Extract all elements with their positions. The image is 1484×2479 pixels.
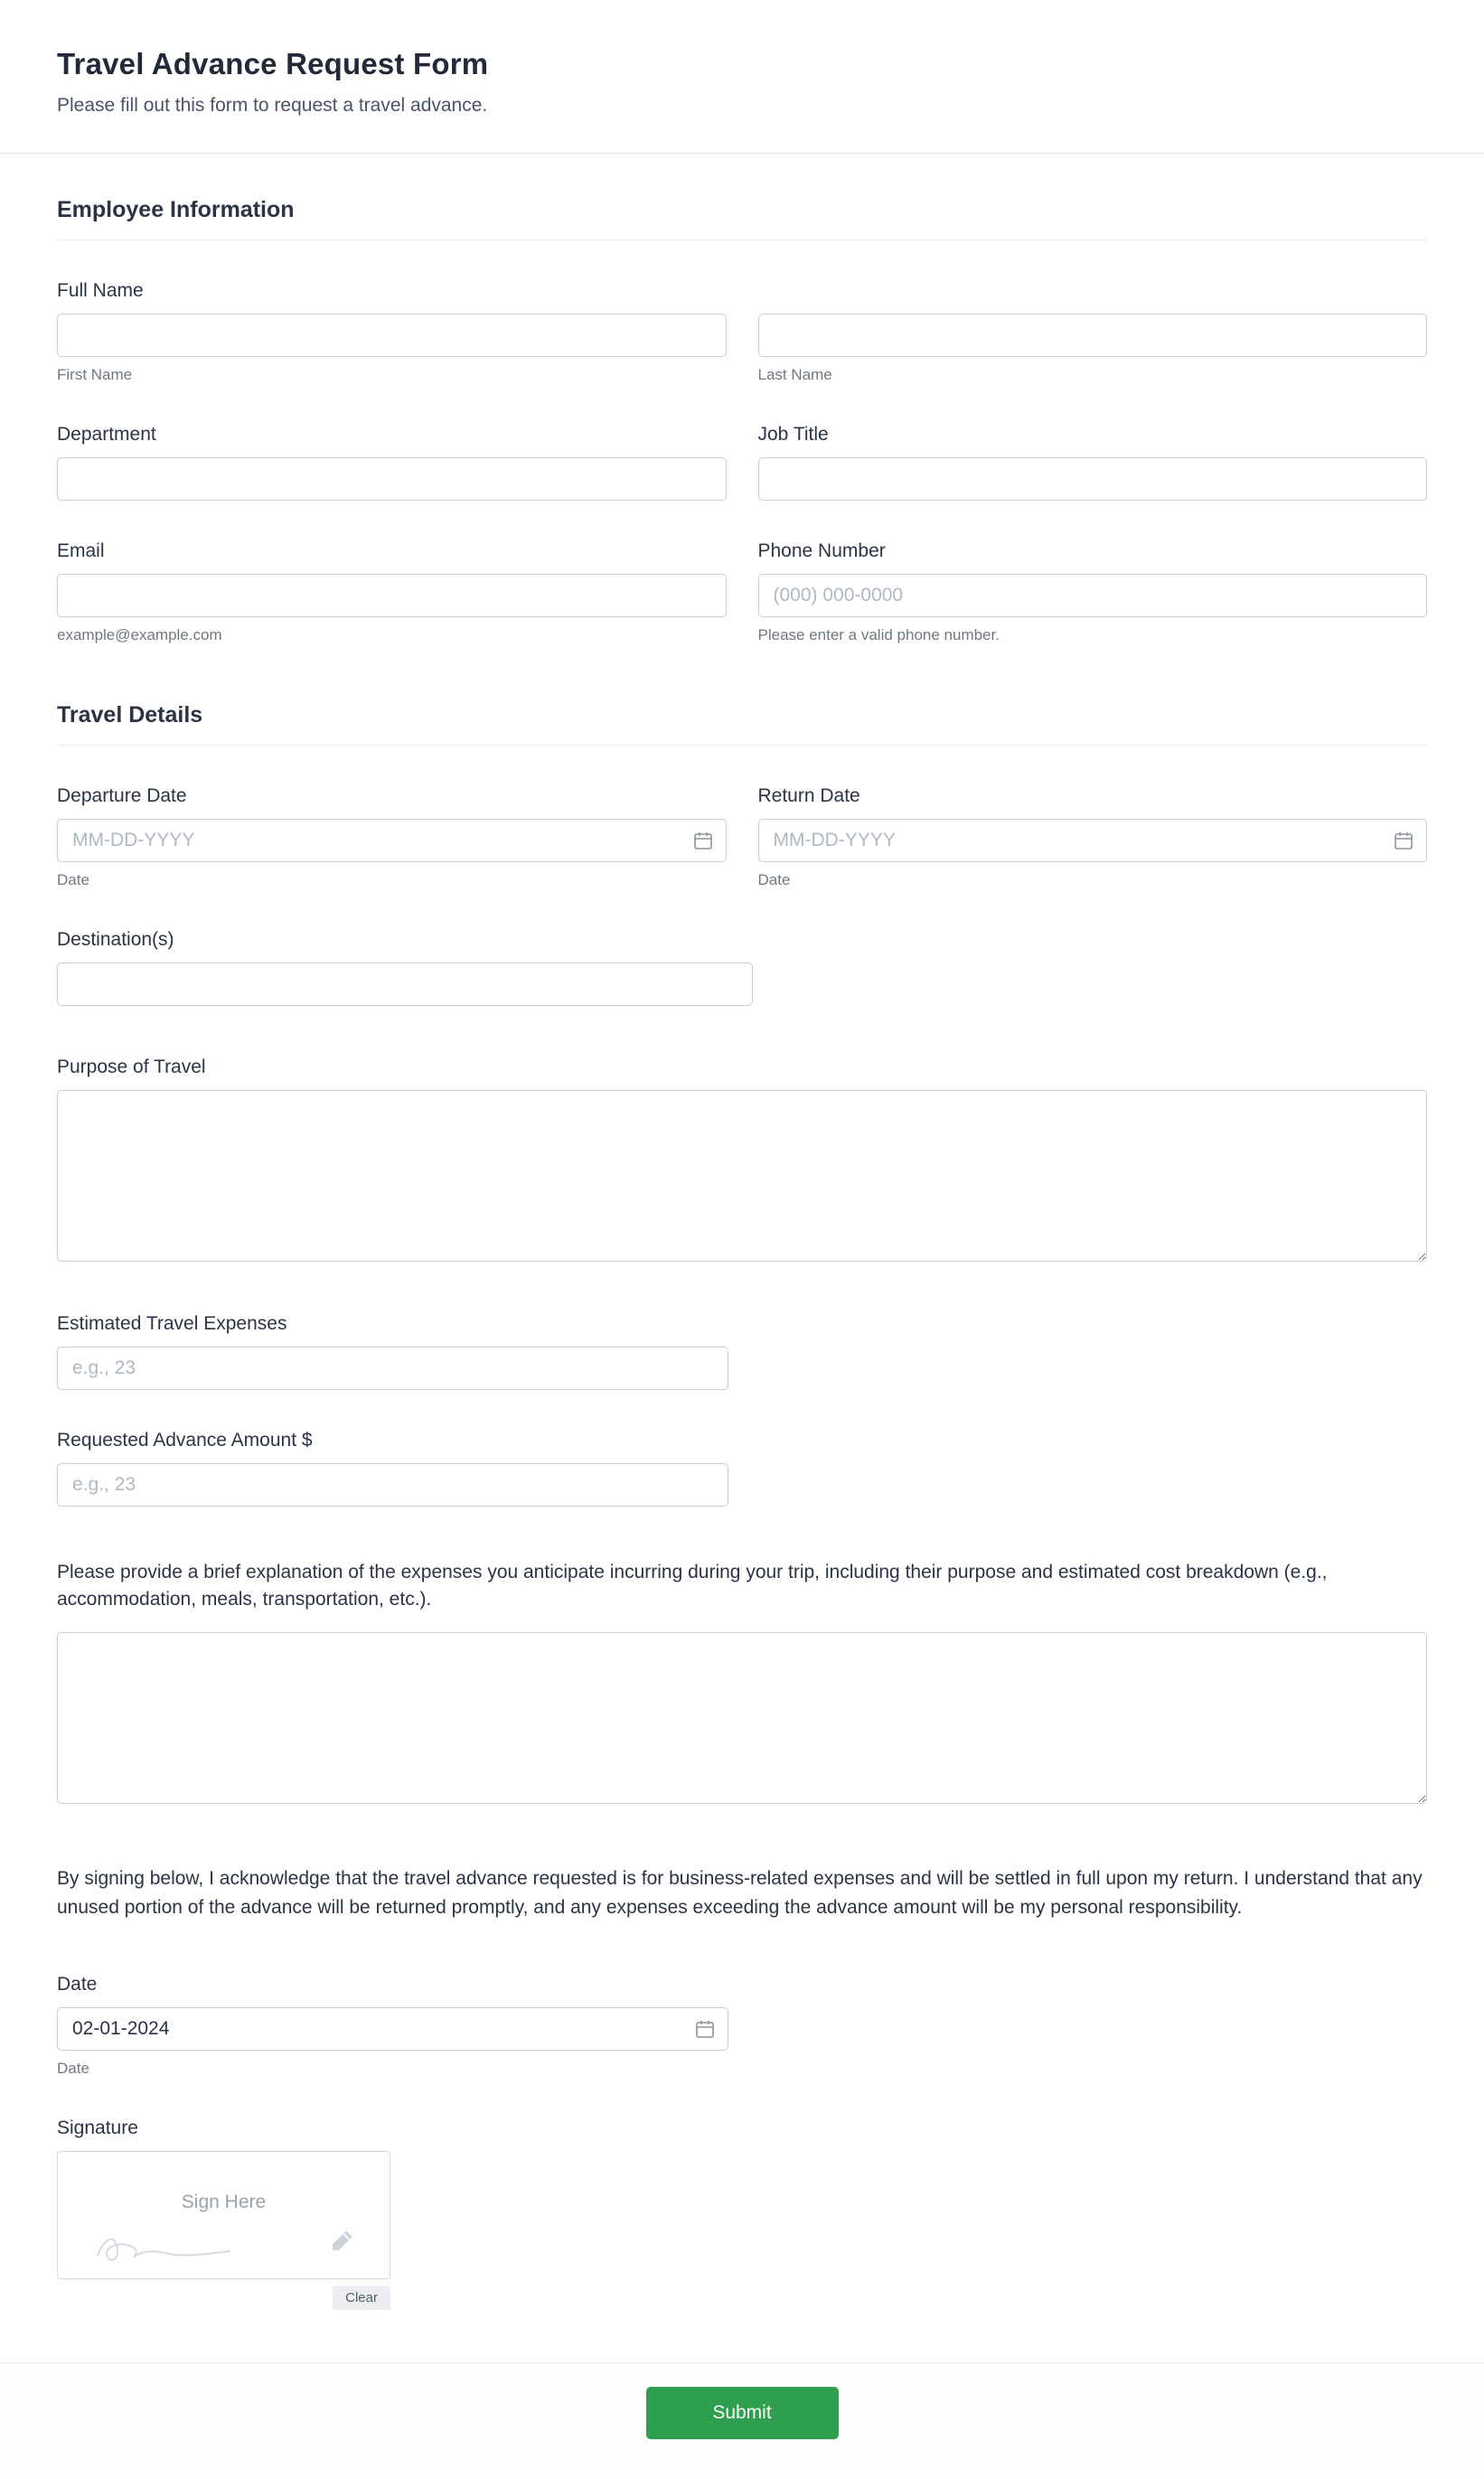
pen-icon [328,2228,355,2255]
field-date [57,1974,1427,2078]
field-signature [57,2117,1427,2310]
calendar-icon[interactable] [694,2018,716,2040]
field-estimated-expenses [57,1313,1427,1390]
departure-date-input[interactable] [57,819,727,862]
full-name-label: Full Name [57,280,144,301]
email-input[interactable] [57,574,727,617]
date-input[interactable] [57,2007,728,2051]
phone-label: Phone Number [757,540,886,561]
purpose-textarea[interactable] [57,1090,1427,1262]
field-department-jobtitle [57,424,1427,501]
last-name-sublabel: Last Name [757,366,832,383]
submit-button[interactable]: Submit [646,2387,839,2439]
last-name-input[interactable] [758,314,1428,357]
estimated-expenses-label: Estimated Travel Expenses [57,1313,287,1334]
date-label: Date [57,1973,98,1995]
section-heading-travel-details: Travel Details [57,702,1427,746]
return-date-label: Return Date [757,785,860,806]
return-date-sublabel: Date [757,871,791,888]
signature-label: Signature [57,2117,138,2138]
expense-explanation-label: Please provide a brief explanation of the expenses you anticipate incurring during your trip, including their purpose and estimated cost breakdown (e.g., accommodation, meals, transportation, etc.). [57,1562,1328,1610]
signature-squiggle-icon [92,2230,237,2266]
section-heading-employee-information: Employee Information [57,197,1427,240]
signature-pad[interactable] [57,2151,390,2279]
date-sublabel: Date [57,2059,89,2077]
departure-date-label: Departure Date [57,785,187,806]
field-expense-explanation [57,1559,1427,1808]
form-body [0,197,1484,2310]
email-sublabel: example@example.com [57,626,222,643]
destinations-label: Destination(s) [57,929,174,950]
form-footer [0,2362,1484,2479]
job-title-input[interactable] [758,457,1428,501]
department-label: Department [57,424,156,445]
first-name-sublabel: First Name [57,366,133,383]
requested-amount-input[interactable] [57,1463,728,1507]
phone-sublabel: Please enter a valid phone number. [757,626,1000,643]
return-date-input[interactable] [758,819,1428,862]
signature-clear-button[interactable]: Clear [333,2286,390,2310]
department-input[interactable] [57,457,727,501]
job-title-label: Job Title [757,424,829,445]
first-name-input[interactable] [57,314,727,357]
form-header [0,0,1484,154]
acknowledgement-text: By signing below, I acknowledge that the travel advance requested is for business-related expenses and will be settled in full upon my return. I understand that any unused portion of the advance will be returned promptly, and any expenses exceeding the advance amount will be my personal responsibility. [57,1867,1423,1919]
field-full-name [57,280,1427,384]
field-purpose-of-travel [57,1056,1427,1266]
form-subtitle: Please fill out this form to request a travel advance. [57,95,488,116]
form-title: Travel Advance Request Form [57,47,489,80]
calendar-icon[interactable] [1393,830,1414,851]
signature-hint: Sign Here [181,2191,267,2212]
phone-input[interactable] [758,574,1428,617]
field-requested-amount [57,1430,1427,1507]
purpose-label: Purpose of Travel [57,1056,206,1077]
expense-explanation-textarea[interactable] [57,1632,1427,1804]
requested-amount-label: Requested Advance Amount $ [57,1430,313,1451]
field-destinations [57,929,1427,1006]
destinations-input[interactable] [57,962,753,1006]
field-email-phone [57,540,1427,644]
estimated-expenses-input[interactable] [57,1347,728,1390]
calendar-icon[interactable] [692,830,714,851]
departure-date-sublabel: Date [57,871,89,888]
field-travel-dates [57,785,1427,889]
email-label: Email [57,540,105,561]
